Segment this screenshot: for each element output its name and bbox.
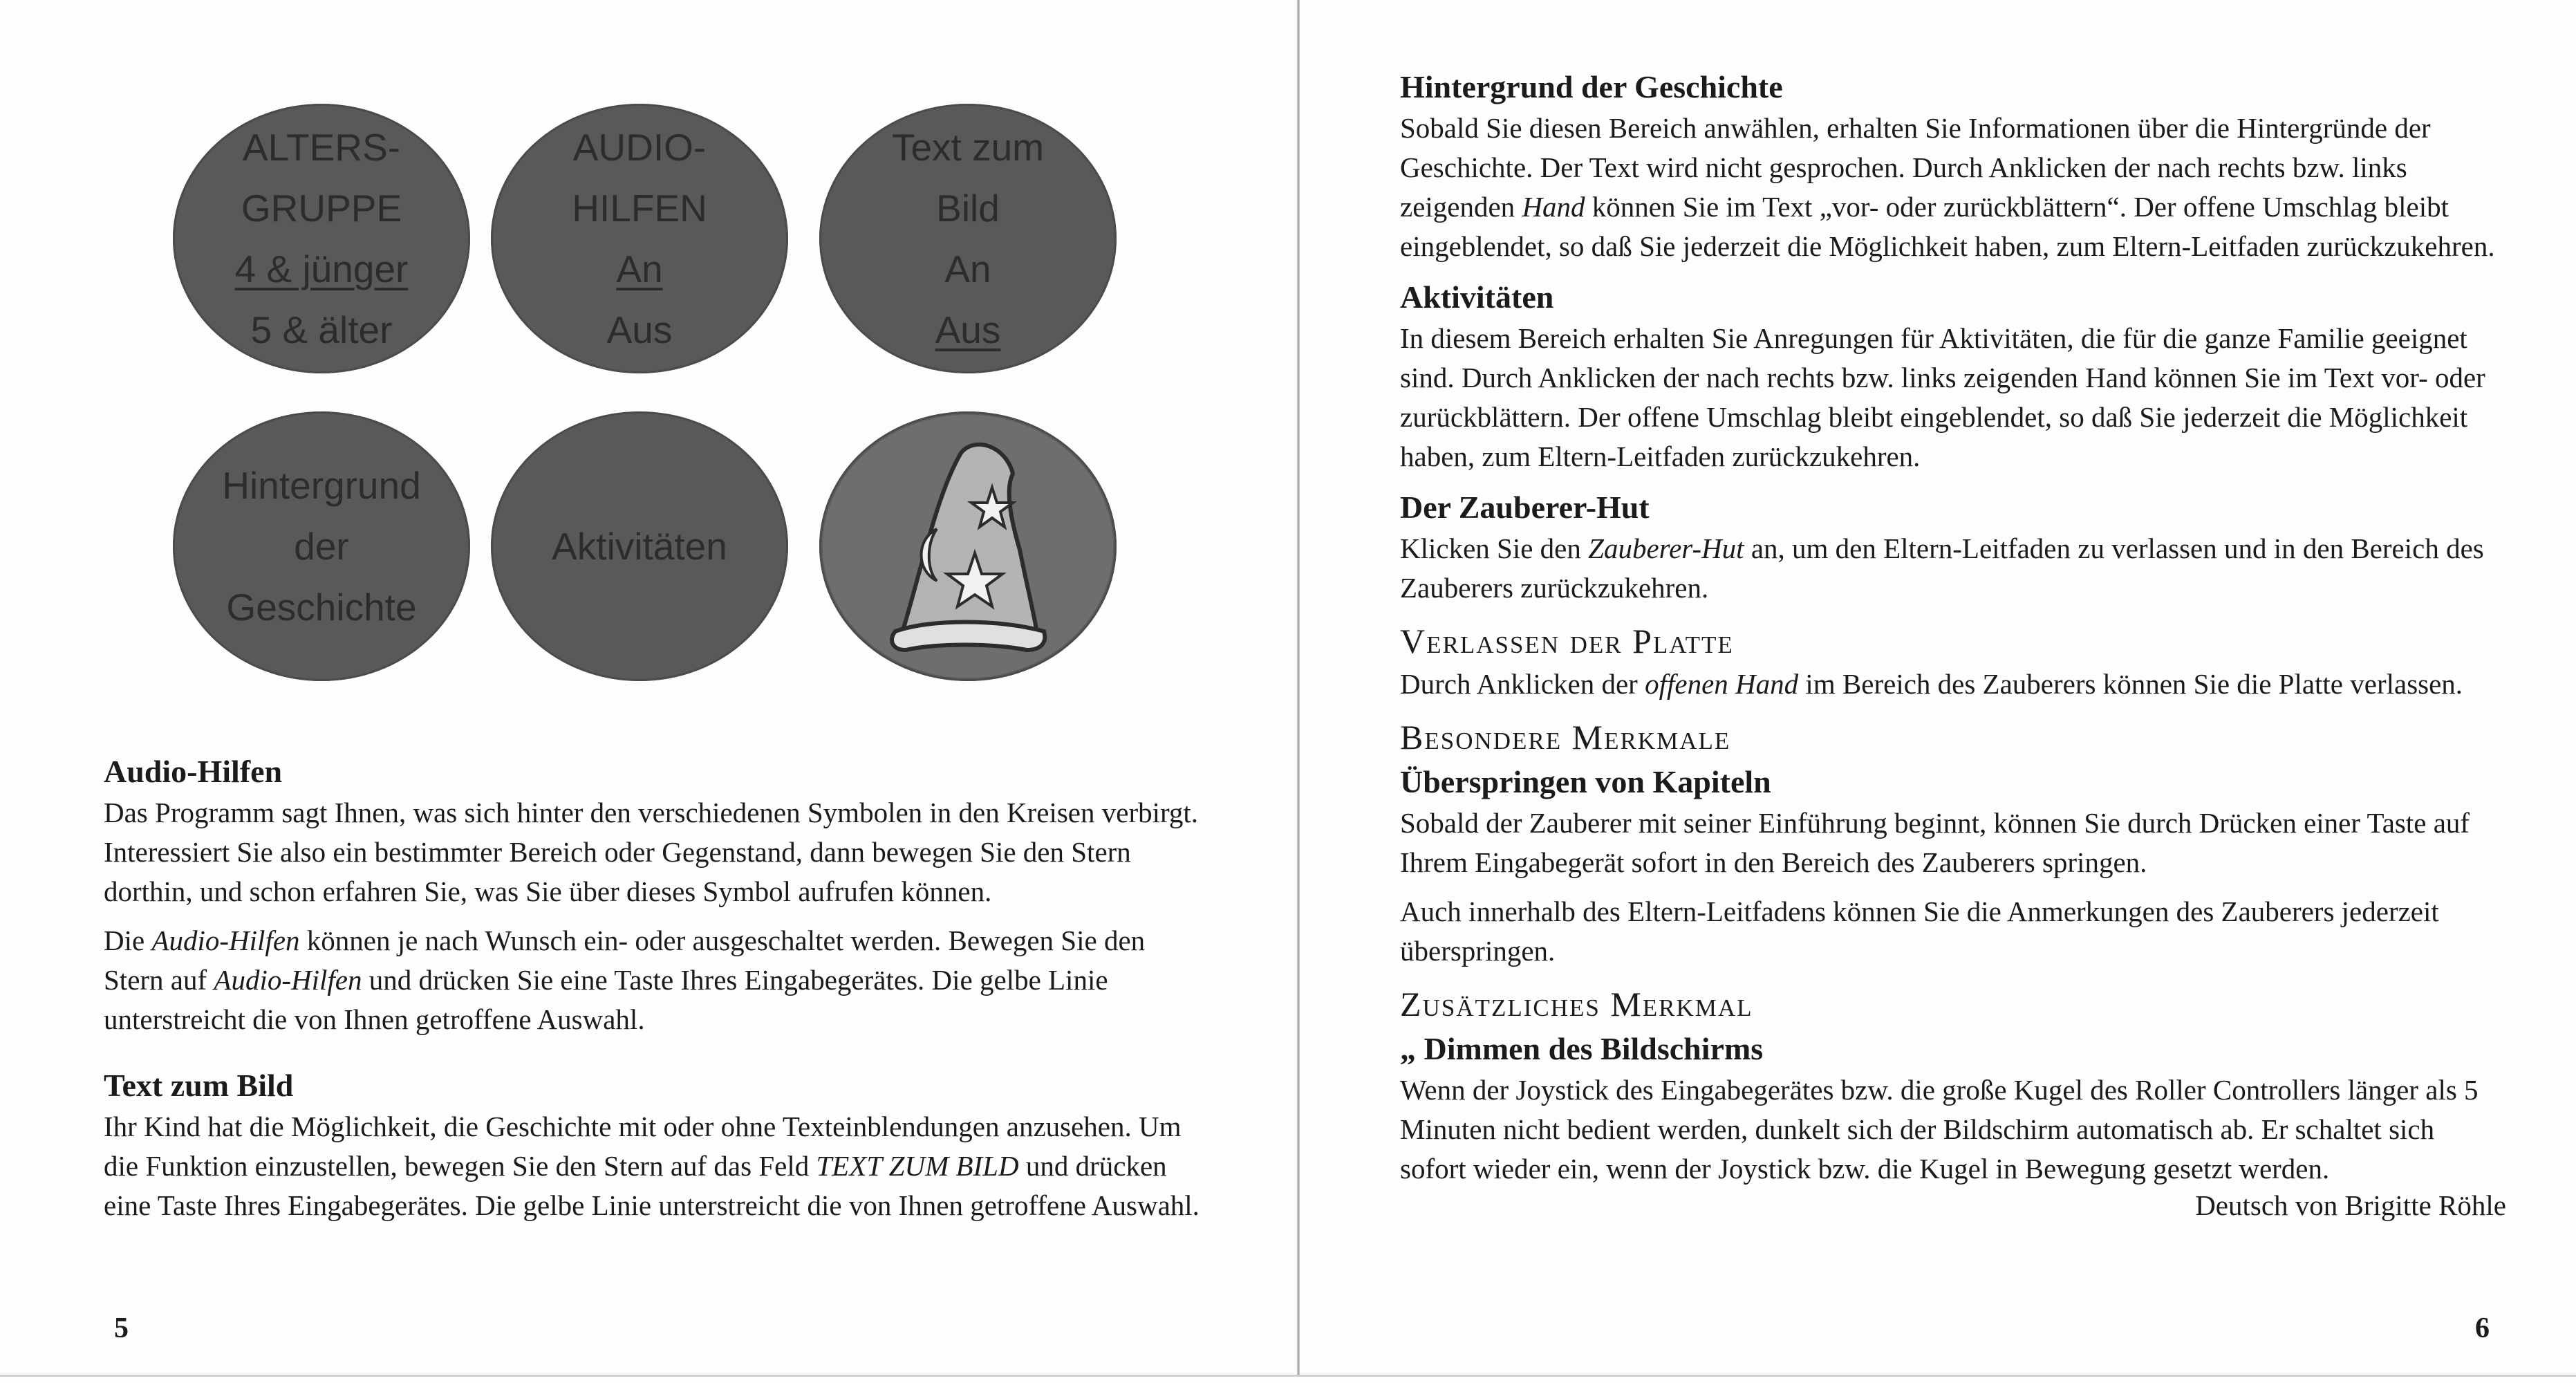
- aktivitaeten-paragraph: In diesem Bereich erhalten Sie Anregungen für Aktivitäten, die für die ganze Familie geeignet sind. Durch Anklicken der nach rechts bzw. links zeigenden Hand können Sie im Text vor- oder zurückblättern. Der offene Umschlag bleibt eingeblendet, so daß Sie jederzeit die Möglichkeit haben, zum Eltern-Leitfaden zurückzukehren.: [1400, 322, 2485, 472]
- zusaetzliches-merkmal-heading: Zusätzliches Merkmal: [1400, 985, 1753, 1023]
- option-aus: Aus: [935, 308, 1001, 351]
- option-5-aelter: 5 & älter: [250, 308, 393, 351]
- option-4-juenger: 4 & jünger: [234, 248, 409, 290]
- ueberspringen-paragraph-2: Auch innerhalb des Eltern-Leitfadens können Sie die Anmerkungen des Zauberers jederzeit überspringen.: [1400, 895, 2439, 967]
- right-page: [1300, 0, 2576, 1383]
- circle-label: Bild: [936, 187, 1000, 230]
- circle-label: Hintergrund: [222, 464, 421, 507]
- aktivitaeten-circle: [491, 411, 788, 681]
- circle-label: HILFEN: [572, 187, 707, 230]
- right-text-column: [1400, 66, 2506, 1225]
- text-zum-bild-circle: [819, 104, 1117, 373]
- left-text-column: [104, 750, 1210, 1235]
- altersgruppe-circle: [173, 104, 470, 373]
- verlassen-paragraph: Durch Anklicken der offenen Hand im Bereich des Zauberers können Sie die Platte verlassen.: [1400, 668, 2463, 700]
- text-zum-bild-paragraph: Ihr Kind hat die Möglichkeit, die Geschichte mit oder ohne Texteinblendungen anzusehen. Um die Funktion einzustellen, bewegen Sie den Stern auf das Feld TEXT ZUM BILD und drücken eine Taste Ihres Eingabegerätes. Die gelbe Linie unterstreicht die von Ihnen getroffene Auswahl.: [104, 1111, 1200, 1221]
- ueberspringen-paragraph-1: Sobald der Zauberer mit seiner Einführung beginnt, können Sie durch Drücken einer Taste auf Ihrem Eingabegerät sofort in den Bereich des Zauberers springen.: [1400, 807, 2470, 878]
- option-aus: Aus: [606, 308, 673, 351]
- circle-label: ALTERS-: [242, 126, 401, 169]
- dimmen-heading: „ Dimmen des Bildschirms: [1400, 1031, 1764, 1066]
- audio-hilfen-paragraph-2: Die Audio-Hilfen können je nach Wunsch ein- oder ausgeschaltet werden. Bewegen Sie den Stern auf Audio-Hilfen und drücken Sie eine Taste Ihres Eingabegerätes. Die gelbe Linie unterstreicht die von Ihnen getroffene Auswahl.: [104, 925, 1146, 1035]
- circle-label: GRUPPE: [241, 187, 402, 230]
- page-number-left: 5: [114, 1312, 129, 1344]
- aktivitaeten-heading: Aktivitäten: [1400, 279, 1554, 315]
- zauberer-hut-heading: Der Zauberer-Hut: [1400, 490, 1650, 525]
- audio-hilfen-heading: Audio-Hilfen: [104, 754, 283, 789]
- audio-hilfen-paragraph-1: Das Programm sagt Ihnen, was sich hinter den verschiedenen Symbolen in den Kreisen verbirgt. Interessiert Sie also ein bestimmter Bereich oder Gegenstand, dann bewegen Sie den Stern dorthin, und schon erfahren Sie, was Sie über dieses Symbol aufrufen können.: [104, 797, 1199, 907]
- page-number-right: 6: [2475, 1312, 2490, 1344]
- wizard-hat-circle: [819, 411, 1117, 681]
- verlassen-heading: Verlassen der Platte: [1400, 622, 1734, 660]
- audio-hilfen-circle: [491, 104, 788, 373]
- circle-label: Geschichte: [226, 586, 417, 629]
- text-zum-bild-heading: Text zum Bild: [104, 1068, 294, 1103]
- translator-credit: Deutsch von Brigitte Röhle: [2195, 1189, 2506, 1221]
- zauberer-hut-paragraph: Klicken Sie den Zauberer-Hut an, um den Eltern-Leitfaden zu verlassen und in den Bereich des Zauberers zurückzukehren.: [1400, 532, 2484, 604]
- circle-label: Text zum: [891, 126, 1045, 169]
- hintergrund-heading: Hintergrund der Geschichte: [1400, 69, 1783, 104]
- circle-label: der: [294, 525, 349, 568]
- option-an: An: [616, 248, 663, 290]
- ueberspringen-heading: Überspringen von Kapiteln: [1400, 764, 1771, 799]
- menu-circles: [173, 104, 1141, 698]
- dimmen-paragraph: Wenn der Joystick des Eingabegerätes bzw. die große Kugel des Roller Controllers länger als 5 Minuten nicht bedient werden, dunkelt sich der Bildschirm automatisch ab. Er schaltet sich sofort wieder ein, wenn der Joystick bzw. die Kugel in Bewegung gesetzt werden.: [1400, 1074, 2479, 1185]
- circle-label: AUDIO-: [572, 126, 707, 169]
- hintergrund-paragraph: Sobald Sie diesen Bereich anwählen, erhalten Sie Informationen über die Hintergründe der Geschichte. Der Text wird nicht gesprochen. Durch Anklicken der nach rechts bzw. links zeigenden Hand können Sie im Text „vor- oder zurückblättern“. Der offene Umschlag bleibt eingeblendet, so daß Sie jederzeit die Möglichkeit haben, zum Eltern-Leitfaden zurückzukehren.: [1400, 112, 2495, 262]
- option-an: An: [944, 248, 991, 290]
- wizard-hat-icon: [819, 411, 1117, 681]
- besondere-merkmale-heading: Besondere Merkmale: [1400, 718, 1731, 757]
- hintergrund-circle: [173, 411, 470, 681]
- circle-label: Aktivitäten: [552, 525, 727, 568]
